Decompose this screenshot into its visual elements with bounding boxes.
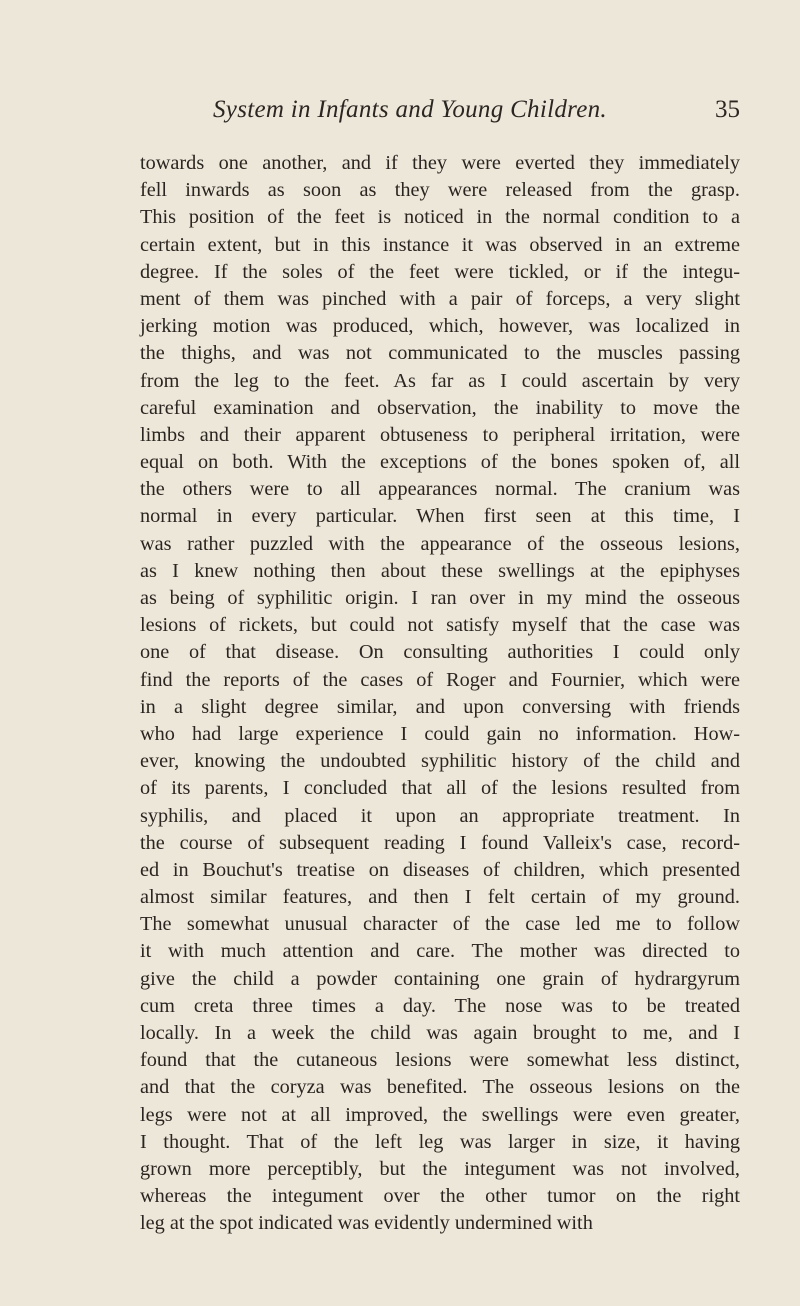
text-line: towards one another, and if they were everted they immediately — [140, 152, 740, 174]
text-line: the others were to all appearances normal. The cranium was — [140, 478, 740, 501]
text-line: lesions of rickets, but could not satisfy myself that the case was — [140, 614, 740, 637]
text-line: legs were not at all improved, the swellings were even greater, — [140, 1103, 740, 1126]
text-line: I thought. That of the left leg was larger in size, it having — [140, 1130, 740, 1153]
text-line: the thighs, and was not communicated to the muscles passing — [140, 342, 740, 365]
text-line: fell inwards as soon as they were released from the grasp. — [140, 179, 740, 202]
running-head — [140, 96, 740, 132]
text-line: as being of syphilitic origin. I ran over in my mind the osseous — [140, 587, 740, 609]
text-line: careful examination and observation, the inability to move the — [140, 396, 740, 419]
text-line: equal on both. With the exceptions of the bones spoken of, all — [140, 451, 740, 474]
text-line: found that the cutaneous lesions were somewhat less distinct, — [140, 1049, 740, 1072]
text-line: who had large experience I could gain no information. How- — [140, 722, 740, 745]
text-line: whereas the integument over the other tumor on the right — [140, 1185, 740, 1208]
text-line: was rather puzzled with the appearance of the osseous lesions, — [140, 532, 740, 555]
text-line: the course of subsequent reading I found Valleix's case, record- — [140, 831, 740, 854]
text-line: and that the coryza was benefited. The osseous lesions on the — [140, 1076, 740, 1099]
text-line: ever, knowing the undoubted syphilitic history of the child and — [140, 750, 740, 773]
body-text — [140, 150, 740, 1238]
text-line: ment of them was pinched with a pair of forceps, a very slight — [140, 287, 740, 310]
text-line: The somewhat unusual character of the case led me to follow — [140, 913, 740, 936]
text-line: give the child a powder containing one grain of hydrargyrum — [140, 967, 740, 990]
text-line: it with much attention and care. The mother was directed to — [140, 940, 740, 963]
text-line: one of that disease. On consulting authorities I could only — [140, 641, 740, 664]
text-line: grown more perceptibly, but the integument was not involved, — [140, 1157, 740, 1180]
text-line: from the leg to the feet. As far as I could ascertain by very — [140, 369, 740, 392]
text-line: cum creta three times a day. The nose was to be treated — [140, 994, 740, 1017]
text-line: certain extent, but in this instance it was observed in an extreme — [140, 233, 740, 256]
text-line: almost similar features, and then I felt certain of my ground. — [140, 886, 740, 909]
text-line: of its parents, I concluded that all of the lesions resulted from — [140, 777, 740, 800]
text-line: This position of the feet is noticed in the normal condition to a — [140, 206, 740, 229]
text-line: syphilis, and placed it upon an appropriate treatment. In — [140, 804, 740, 827]
running-title: System in Infants and Young Children. — [213, 96, 607, 123]
text-line: as I knew nothing then about these swellings at the epiphyses — [140, 559, 740, 582]
text-line: degree. If the soles of the feet were tickled, or if the integu- — [140, 260, 740, 283]
text-line: normal in every particular. When first seen at this time, I — [140, 505, 740, 528]
text-line: find the reports of the cases of Roger and Fournier, which were — [140, 668, 740, 691]
text-line: in a slight degree similar, and upon conversing with friends — [140, 695, 740, 718]
text-line: jerking motion was produced, which, however, was localized in — [140, 315, 740, 338]
text-line: locally. In a week the child was again brought to me, and I — [140, 1022, 740, 1044]
text-line: leg at the spot indicated was evidently undermined with — [140, 1212, 593, 1235]
text-line: ed in Bouchut's treatise on diseases of children, which presented — [140, 858, 740, 881]
page-number: 35 — [715, 96, 740, 123]
text-line: limbs and their apparent obtuseness to peripheral irritation, were — [140, 423, 740, 446]
